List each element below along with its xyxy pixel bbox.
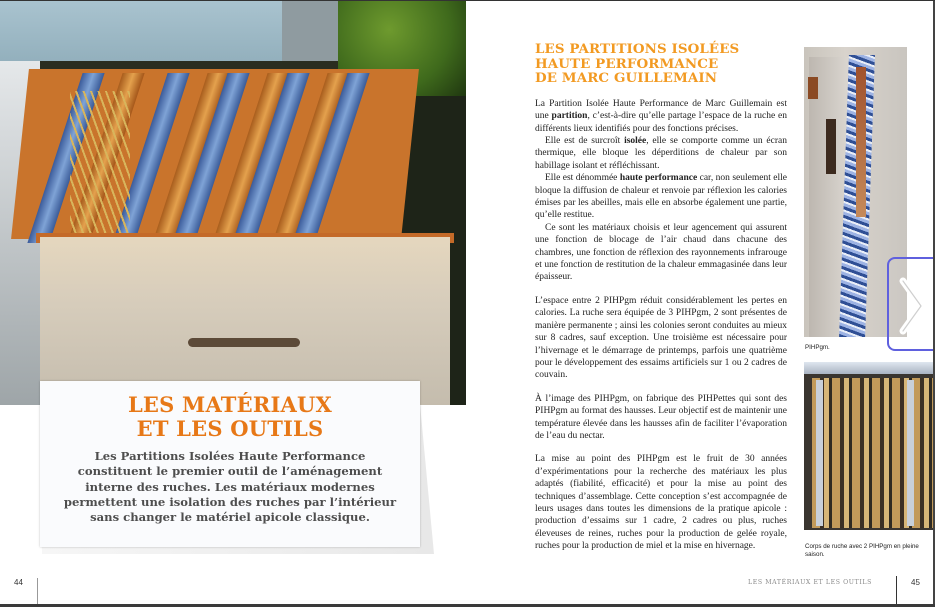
hive-straw [70, 91, 130, 241]
hive-body [40, 237, 450, 405]
footer-divider-left [37, 578, 38, 604]
text: car, non seulement elle bloque la diffusion de chaleur et renvoie par réflexion les calories émises par les abeilles, mais elle en absorbe également une partie, qu’elle restitue. [535, 173, 787, 221]
partition-right [907, 380, 914, 526]
chevron-right-icon [899, 277, 925, 335]
article [535, 42, 787, 553]
page-number-right: 45 [911, 578, 920, 587]
chapter-title-line2: ET LES OUTILS [136, 416, 324, 441]
text: Elle est de surcroît [545, 136, 625, 146]
next-page-button[interactable] [887, 257, 935, 351]
paragraph-3 [535, 172, 787, 222]
article-title-line2: HAUTE PERFORMANCE [535, 55, 719, 72]
footer-divider-right [896, 576, 897, 604]
page-number-left: 44 [14, 578, 23, 587]
paragraph-6: À l’image des PIHPgm, on fabrique des PIHPettes qui sont des PIHPgm au format des hausses. Leur objectif est de maintenir une température élevée dans les hausses afin de faciliter l’évaporation de l’eau du nectar. [535, 393, 787, 441]
paragraph-4: Ce sont les matériaux choisis et leur agencement qui assurent une fonction de blocage de l’air chaud dans chacune des chambres, une fonction de réflexion des rayonnements infrarouge et une fonction de restitution de la chaleur emmagasinée dans leur épaisseur. [535, 222, 787, 283]
hive-body-photo [804, 362, 935, 530]
emphasis: partition [551, 111, 588, 122]
article-title-line1: LES PARTITIONS ISOLÉES [535, 41, 740, 57]
article-title [535, 42, 787, 86]
hive-body-top [804, 362, 935, 374]
chapter-title [40, 393, 420, 441]
text: Elle est dénommée [545, 173, 620, 184]
partition-left [816, 380, 823, 526]
hive-frames [812, 378, 935, 528]
photo-background-sky [0, 1, 282, 61]
chapter-intro: Les Partitions Isolées Haute Performance constituent le premier outil de l’aménagement interne des ruches. Les matériaux modernes permettent une isolation des ruches par l’intérieur sans changer le matériel apicole classique. [63, 449, 397, 525]
partition-rust [808, 77, 818, 99]
photo-background-wall [282, 1, 342, 61]
paragraph-7: La mise au point des PIHPgm est le fruit de 30 années d’expérimentations pour la recherche des matériaux les plus adaptés (fiabilité, efficacité) et pour la mise au point des techniques d’assemblage. Cette conception s’est accompagnée de leurs usages dans toutes les dimensions de la pratique apicole : production d’essaims sur 1 cadre, 2 cadres ou plus, ruches éleveuses de reines, ruches pour la production de gelée royale, ruches pour la production de miel et la mise en hivernage. [535, 454, 787, 552]
partition-wood-core [856, 67, 866, 217]
partition-rust [826, 119, 836, 174]
text: , c’est-à-dire qu’elle partage l’espace de la ruche en différents lieux identifiés pour des fonctions précises. [535, 111, 788, 134]
article-title-line3: DE MARC GUILLEMAIN [535, 70, 718, 87]
photo-caption-1: PIHPgm. [805, 344, 830, 351]
emphasis: haute performance [619, 173, 698, 184]
chapter-title-card [40, 381, 420, 547]
paragraph-2 [535, 135, 787, 172]
paragraph-5: L’espace entre 2 PIHPgm réduit considérablement les pertes en calories. La ruche sera équipée de 3 PIHPgm, 2 sont présentes de manière permanente ; ainsi les colonies seront conduites au mieux sur 8 cadres, sauf exception. Une troisième est nécessaire pour l’hivernage et le démarrage de printemps, parfois une quatrième pour le développement des essaims artificiels sur 1 ou 2 cadres de couvain. [535, 295, 787, 381]
photo-caption-2: Corps de ruche avec 2 PIHPgm en pleine saison. [805, 543, 919, 559]
running-head: LES MATÉRIAUX ET LES OUTILS [748, 579, 872, 586]
paragraph-1 [535, 98, 787, 135]
text: , elle se comporte comme un écran thermique, elle bloque les déperditions de chaleur par son habillage isolant et réfléchissant. [535, 136, 787, 171]
chapter-title-line1: LES MATÉRIAUX [127, 392, 333, 417]
text: La Partition Isolée Haute Performance de Marc Guillemain est une [535, 98, 787, 122]
hive-handhold [188, 338, 300, 347]
emphasis: isolée [624, 136, 647, 146]
beehive-photo [0, 1, 466, 405]
